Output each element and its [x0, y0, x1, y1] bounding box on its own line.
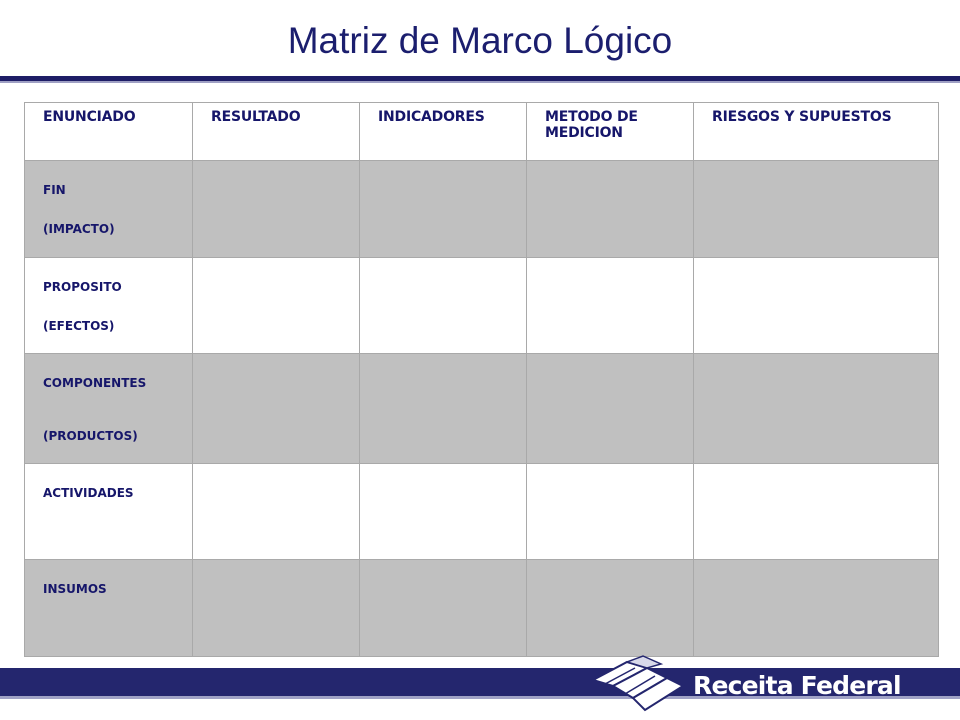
header-indicadores: INDICADORES	[360, 103, 527, 161]
row-label: COMPONENTES	[43, 376, 147, 390]
header-metodo-de-medicion: METODO DE MEDICION	[527, 103, 694, 161]
table-cell	[527, 464, 694, 560]
table-row	[25, 560, 939, 657]
row-label-cell	[25, 464, 193, 560]
table-row	[25, 354, 939, 464]
table-cell	[360, 258, 527, 354]
table-cell	[193, 464, 360, 560]
row-sublabel: (PRODUCTOS)	[43, 429, 138, 443]
table-cell	[360, 161, 527, 258]
table-cell	[527, 560, 694, 657]
slide-title: Matriz de Marco Lógico	[287, 20, 673, 61]
table-cell	[694, 560, 939, 657]
row-label: INSUMOS	[43, 582, 107, 596]
row-label-cell	[25, 560, 193, 657]
table-row	[25, 161, 939, 258]
header-riesgos-y-supuestos: RIESGOS Y SUPUESTOS	[694, 103, 939, 161]
row-label-cell	[25, 258, 193, 354]
table-cell	[193, 560, 360, 657]
row-label: PROPOSITO	[43, 280, 122, 294]
row-label-cell	[25, 354, 193, 464]
table-cell	[694, 354, 939, 464]
table-row	[25, 258, 939, 354]
table-cell	[360, 560, 527, 657]
table-cell	[694, 464, 939, 560]
row-sublabel: (IMPACTO)	[43, 222, 115, 236]
row-label-cell	[25, 161, 193, 258]
table-cell	[527, 161, 694, 258]
table-row	[25, 464, 939, 560]
row-label: FIN	[43, 183, 66, 197]
table-cell	[360, 354, 527, 464]
table-cell	[193, 161, 360, 258]
row-sublabel: (EFECTOS)	[43, 319, 115, 333]
table-cell	[694, 161, 939, 258]
table-cell	[193, 354, 360, 464]
logframe-matrix	[24, 102, 939, 657]
row-label: ACTIVIDADES	[43, 486, 134, 500]
header-resultado: RESULTADO	[193, 103, 360, 161]
table-cell	[360, 464, 527, 560]
table-cell	[193, 258, 360, 354]
header-row	[25, 103, 939, 161]
table-cell	[527, 258, 694, 354]
table-cell	[527, 354, 694, 464]
table-cell	[694, 258, 939, 354]
title-rule-shadow	[0, 81, 960, 83]
header-enunciado: ENUNCIADO	[25, 103, 193, 161]
receita-federal-logo-icon	[583, 654, 703, 712]
brand-name: Receita Federal	[693, 671, 901, 700]
